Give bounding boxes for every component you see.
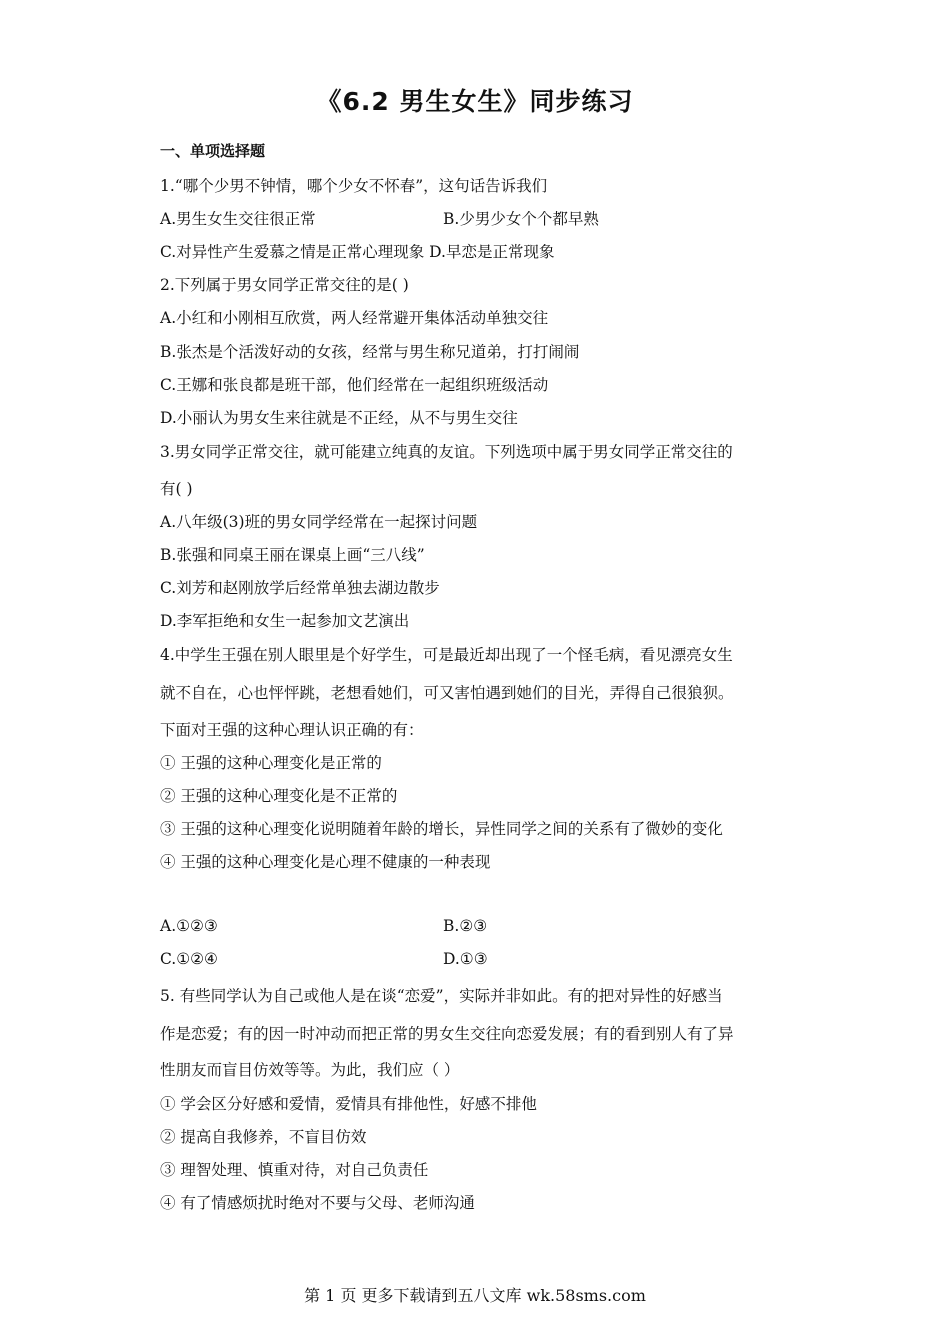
q1-option-a: A.男生女生交往很正常 [160, 210, 316, 228]
page-footer: 第 1 页 更多下载请到五八文库 wk.58sms.com [304, 1286, 646, 1305]
q4-stem-line1: 4.中学生王强在别人眼里是个好学生，可是最近却出现了一个怪毛病，看见漂亮女生 [160, 646, 733, 664]
q1-option-b: B.少男少女个个都早熟 [443, 210, 599, 228]
section-heading: 一、单项选择题 [160, 142, 266, 160]
q4-option-d: D.①③ [443, 950, 488, 968]
q2-option-b: B.张杰是个活泼好动的女孩，经常与男生称兄道弟，打打闹闹 [160, 343, 580, 361]
q4-stem-line2: 就不自在，心也怦怦跳，老想看她们，可又害怕遇到她们的目光，弄得自己很狼狈。 [160, 684, 734, 702]
q3-stem-line1: 3.男女同学正常交往，就可能建立纯真的友谊。下列选项中属于男女同学正常交往的 [160, 443, 733, 461]
q5-stem-line2: 作是恋爱；有的因一时冲动而把正常的男女生交往向恋爱发展；有的看到别人有了异 [160, 1025, 734, 1043]
q4-option-c: C.①②④ [160, 950, 218, 968]
q4-statement-4: ④ 王强的这种心理变化是心理不健康的一种表现 [160, 853, 491, 871]
q5-stem-line1: 5. 有些同学认为自己或他人是在谈“恋爱”，实际并非如此。有的把对异性的好感当 [160, 987, 723, 1005]
q3-option-c: C.刘芳和赵刚放学后经常单独去湖边散步 [160, 579, 440, 597]
q4-statement-1: ① 王强的这种心理变化是正常的 [160, 754, 382, 772]
q2-option-d: D.小丽认为男女生来往就是不正经，从不与男生交往 [160, 409, 518, 427]
q2-option-a: A.小红和小刚相互欣赏，两人经常避开集体活动单独交往 [160, 309, 549, 327]
q4-option-a: A.①②③ [160, 917, 218, 935]
q4-stem-line3: 下面对王强的这种心理认识正确的有： [160, 721, 424, 739]
q3-option-d: D.李军拒绝和女生一起参加文艺演出 [160, 612, 410, 630]
q1-stem: 1.“哪个少男不钟情，哪个少女不怀春”，这句话告诉我们 [160, 177, 548, 195]
q1-options-cd: C.对异性产生爱慕之情是正常心理现象 D.早恋是正常现象 [160, 243, 555, 261]
q5-stem-line3: 性朋友而盲目仿效等等。为此，我们应（ ） [160, 1061, 460, 1079]
q2-stem: 2.下列属于男女同学正常交往的是( ) [160, 276, 409, 294]
q4-statement-3: ③ 王强的这种心理变化说明随着年龄的增长，异性同学之间的关系有了微妙的变化 [160, 820, 723, 838]
q3-stem-line2: 有( ) [160, 480, 193, 498]
page-title: 《6.2 男生女生》同步练习 [316, 87, 634, 116]
q4-option-b: B.②③ [443, 917, 488, 935]
q5-statement-1: ① 学会区分好感和爱情，爱情具有排他性，好感不排他 [160, 1095, 537, 1113]
q3-option-a: A.八年级(3)班的男女同学经常在一起探讨问题 [160, 513, 478, 531]
q2-option-c: C.王娜和张良都是班干部，他们经常在一起组织班级活动 [160, 376, 549, 394]
q5-statement-2: ② 提高自我修养，不盲目仿效 [160, 1128, 367, 1146]
q3-option-b: B.张强和同桌王丽在课桌上画“三八线” [160, 546, 425, 564]
q5-statement-4: ④ 有了情感烦扰时绝对不要与父母、老师沟通 [160, 1194, 475, 1212]
q4-statement-2: ② 王强的这种心理变化是不正常的 [160, 787, 398, 805]
q5-statement-3: ③ 理智处理、慎重对待，对自己负责任 [160, 1161, 429, 1179]
